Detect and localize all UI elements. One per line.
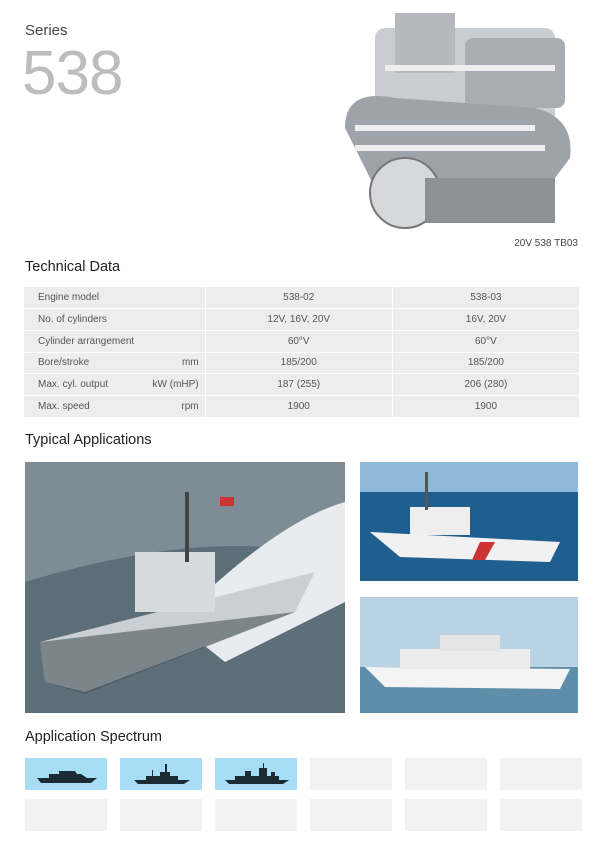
application-tile [215, 758, 297, 790]
frigate-icon [215, 758, 297, 790]
table-row [24, 330, 580, 352]
yacht-icon [25, 758, 107, 790]
technical-data-table [24, 287, 580, 418]
row-label: Cylinder arrangement [24, 330, 144, 352]
fast-attack-craft-photo [25, 462, 345, 713]
coast-guard-vessel-photo [360, 462, 578, 581]
value-538-03: 16V, 20V [392, 309, 579, 331]
row-unit [144, 309, 205, 331]
application-tile [310, 799, 392, 831]
value-538-03: 185/200 [392, 352, 579, 374]
engine-caption: 20V 538 TB03 [514, 238, 578, 249]
row-label: No. of cylinders [24, 309, 144, 331]
application-tile [310, 758, 392, 790]
value-538-02: 538-02 [205, 287, 392, 309]
application-tile [405, 758, 487, 790]
application-tile [25, 799, 107, 831]
row-unit: rpm [144, 395, 205, 417]
application-tile [120, 758, 202, 790]
application-tile [500, 799, 582, 831]
value-538-02: 187 (255) [205, 374, 392, 396]
series-number: 538 [22, 39, 123, 108]
row-label: Bore/stroke [24, 352, 144, 374]
engine-image [335, 8, 583, 240]
table-row [24, 374, 580, 396]
typical-applications-title: Typical Applications [25, 432, 152, 448]
value-538-03: 206 (280) [392, 374, 579, 396]
value-538-02: 12V, 16V, 20V [205, 309, 392, 331]
technical-data-title: Technical Data [25, 259, 121, 275]
row-unit [144, 330, 205, 352]
mega-yacht-photo [360, 597, 578, 713]
application-spectrum-title: Application Spectrum [25, 729, 163, 745]
value-538-02: 1900 [205, 395, 392, 417]
row-label: Max. speed [24, 395, 144, 417]
value-538-03: 1900 [392, 395, 579, 417]
value-538-03: 538-03 [392, 287, 579, 309]
value-538-02: 60°V [205, 330, 392, 352]
row-label: Engine model [24, 287, 144, 309]
table-row [24, 395, 580, 417]
series-label: Series [25, 22, 68, 39]
value-538-02: 185/200 [205, 352, 392, 374]
table-row [24, 287, 580, 309]
table-row [24, 309, 580, 331]
value-538-03: 60°V [392, 330, 579, 352]
application-tile [500, 758, 582, 790]
row-label: Max. cyl. output [24, 374, 144, 396]
row-unit [144, 287, 205, 309]
application-tile [215, 799, 297, 831]
application-tile [120, 799, 202, 831]
patrol-boat-icon [120, 758, 202, 790]
row-unit: mm [144, 352, 205, 374]
row-unit: kW (mHP) [144, 374, 205, 396]
table-row [24, 352, 580, 374]
application-tile [25, 758, 107, 790]
application-tile [405, 799, 487, 831]
